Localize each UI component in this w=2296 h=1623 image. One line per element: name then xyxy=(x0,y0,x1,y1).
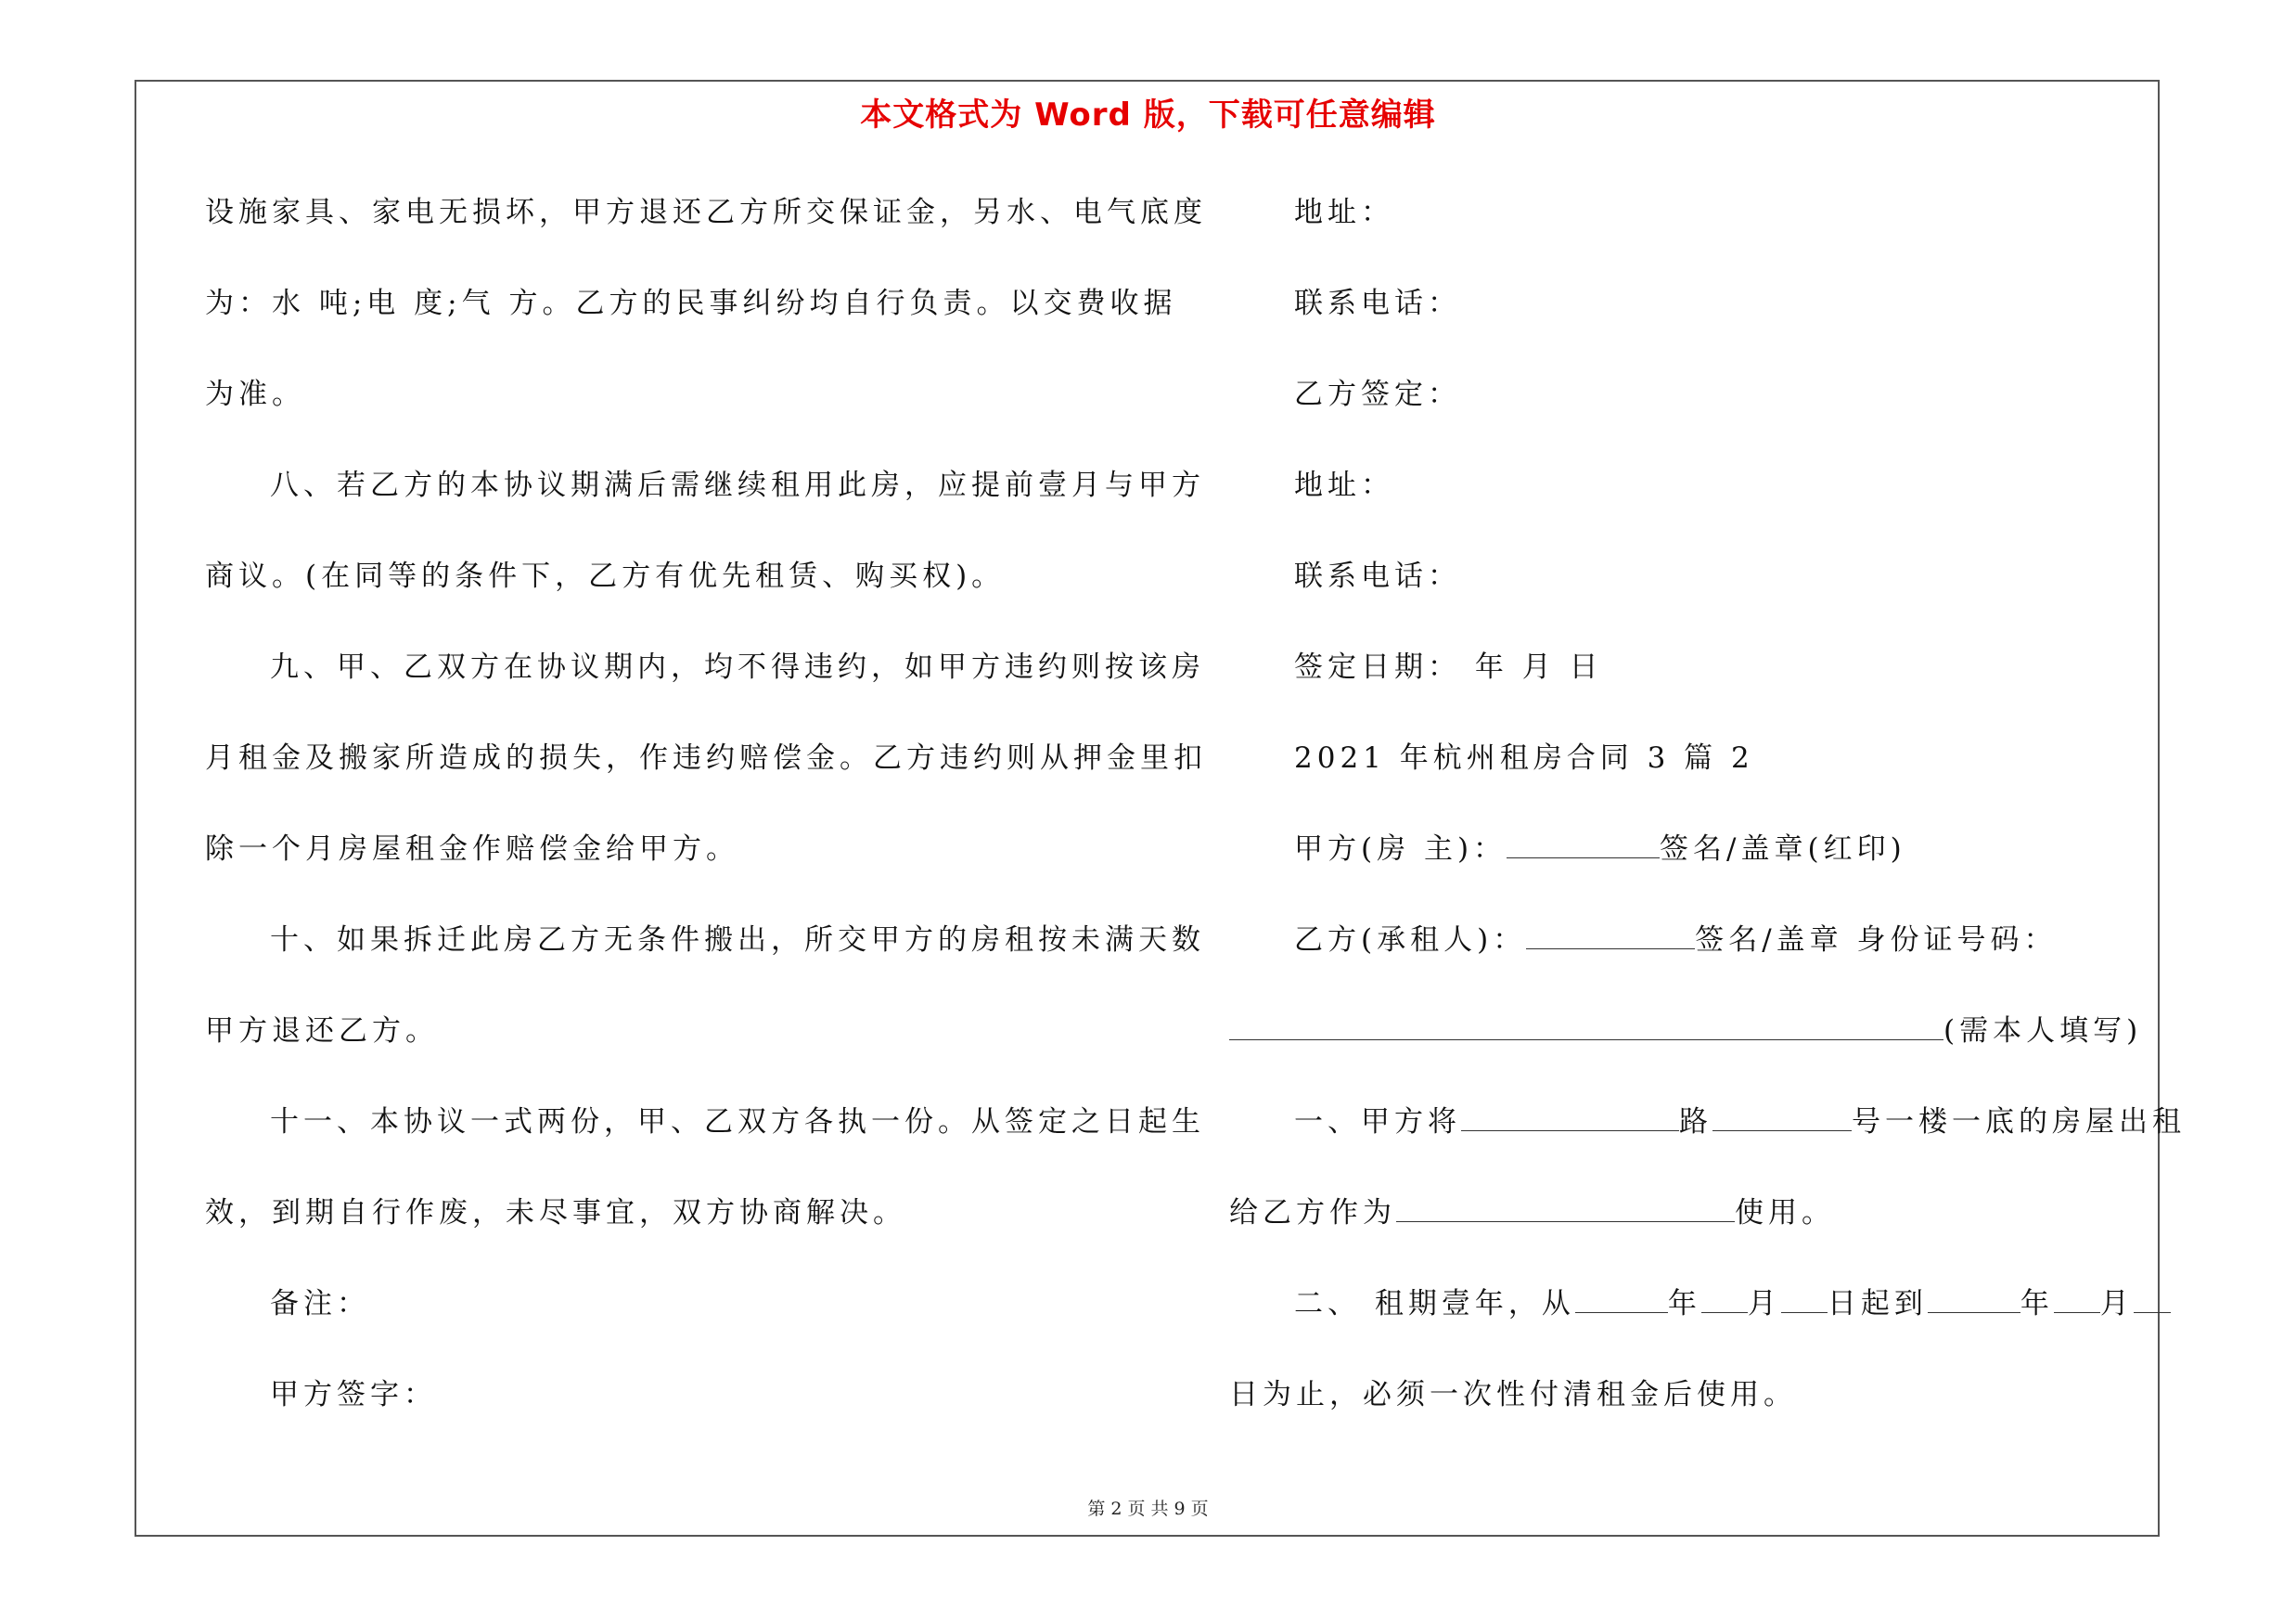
usage-tail: 使用。 xyxy=(1735,1196,1835,1230)
clause-1-road: 路 xyxy=(1679,1105,1712,1139)
paragraph-line: 为：水 吨;电 度;气 方。乙方的民事纠纷均自行负责。以交费收据 xyxy=(205,287,1177,320)
phone-label: 联系电话： xyxy=(1294,287,1461,320)
fill-blank xyxy=(1575,1286,1668,1313)
fill-blank xyxy=(1507,831,1660,858)
paragraph-line: 除一个月房屋租金作赔偿金给甲方。 xyxy=(205,832,739,866)
left-column xyxy=(205,182,1207,1455)
party-b-sign-label: 乙方签定： xyxy=(1294,378,1461,411)
fill-blank xyxy=(1701,1286,1748,1313)
page-number: 第 2 页 共 9 页 xyxy=(1087,1499,1209,1519)
address-label: 地址： xyxy=(1294,469,1394,502)
remarks-label: 备注： xyxy=(270,1287,370,1320)
fill-blank xyxy=(1712,1104,1852,1131)
clause-2-cont-line: 日为止，必须一次性付清租金后使用。 xyxy=(1229,1378,1797,1411)
paragraph-line: 为准。 xyxy=(205,378,305,411)
clause-1-line xyxy=(1229,1091,2186,1182)
clause-8-line: 八、若乙方的本协议期满后需继续租用此房，应提前壹月与甲方 xyxy=(270,469,1205,502)
clause-9-line: 九、甲、乙双方在协议期内，均不得违约，如甲方违约则按该房 xyxy=(270,650,1205,684)
tenant-sign-label: 签名/盖章 身份证号码： xyxy=(1695,923,2058,957)
month-label: 月 xyxy=(2099,1287,2134,1320)
self-fill-note: (需本人填写) xyxy=(1943,1014,2143,1048)
fill-blank xyxy=(1229,1013,1943,1040)
clause-11-line: 十一、本协议一式两份，甲、乙双方各执一份。从签定之日起生 xyxy=(270,1105,1205,1139)
fill-blank xyxy=(1781,1286,1828,1313)
address-label: 地址： xyxy=(1294,196,1394,229)
fill-blank xyxy=(1461,1104,1679,1131)
clause-1-cont-line xyxy=(1229,1182,2157,1273)
fill-blank xyxy=(2054,1286,2100,1313)
clause-1-text: 一、甲方将 xyxy=(1294,1105,1461,1139)
landlord-line xyxy=(1229,818,2157,909)
year-label: 年 xyxy=(2020,1287,2054,1320)
sign-date-label: 签定日期： 年 月 日 xyxy=(1294,650,1603,684)
tenant-label: 乙方(承租人)： xyxy=(1294,923,1527,957)
paragraph-line: 效，到期自行作废，未尽事宜，双方协商解决。 xyxy=(205,1196,906,1230)
day-to-label: 日起到 xyxy=(1827,1287,1928,1320)
landlord-sign-label: 签名/盖章(红印) xyxy=(1660,832,1906,866)
fill-blank xyxy=(2134,1286,2171,1313)
fill-blank xyxy=(1928,1286,2020,1313)
usage-text: 给乙方作为 xyxy=(1229,1196,1396,1230)
id-number-line xyxy=(1229,1000,2157,1091)
month-label: 月 xyxy=(1747,1287,1781,1320)
clause-1-text-tail: 号一楼一底的房屋出租 xyxy=(1852,1105,2186,1139)
clause-2-line xyxy=(1229,1273,2157,1364)
format-banner: 本文格式为 Word 版，下载可任意编辑 xyxy=(860,97,1436,134)
year-label: 年 xyxy=(1667,1287,1701,1320)
paragraph-line: 商议。(在同等的条件下，乙方有优先租赁、购买权)。 xyxy=(205,560,1006,593)
paragraph-line: 甲方退还乙方。 xyxy=(205,1014,439,1048)
party-a-signature-label: 甲方签字： xyxy=(270,1378,437,1411)
phone-label: 联系电话： xyxy=(1294,560,1461,593)
fill-blank xyxy=(1396,1195,1735,1222)
contract-title: 2021 年杭州租房合同 3 篇 2 xyxy=(1294,741,1754,775)
paragraph-line: 月租金及搬家所造成的损失，作违约赔偿金。乙方违约则从押金里扣 xyxy=(205,741,1207,775)
landlord-label: 甲方(房 主)： xyxy=(1294,832,1507,866)
paragraph-line: 设施家具、家电无损坏，甲方退还乙方所交保证金，另水、电气底度 xyxy=(205,196,1207,229)
fill-blank xyxy=(1526,922,1695,949)
right-column xyxy=(1229,182,2186,1455)
term-text: 二、 租期壹年，从 xyxy=(1294,1287,1575,1320)
tenant-line xyxy=(1229,909,2157,1000)
clause-10-line: 十、如果拆迁此房乙方无条件搬出，所交甲方的房租按未满天数 xyxy=(270,923,1205,957)
